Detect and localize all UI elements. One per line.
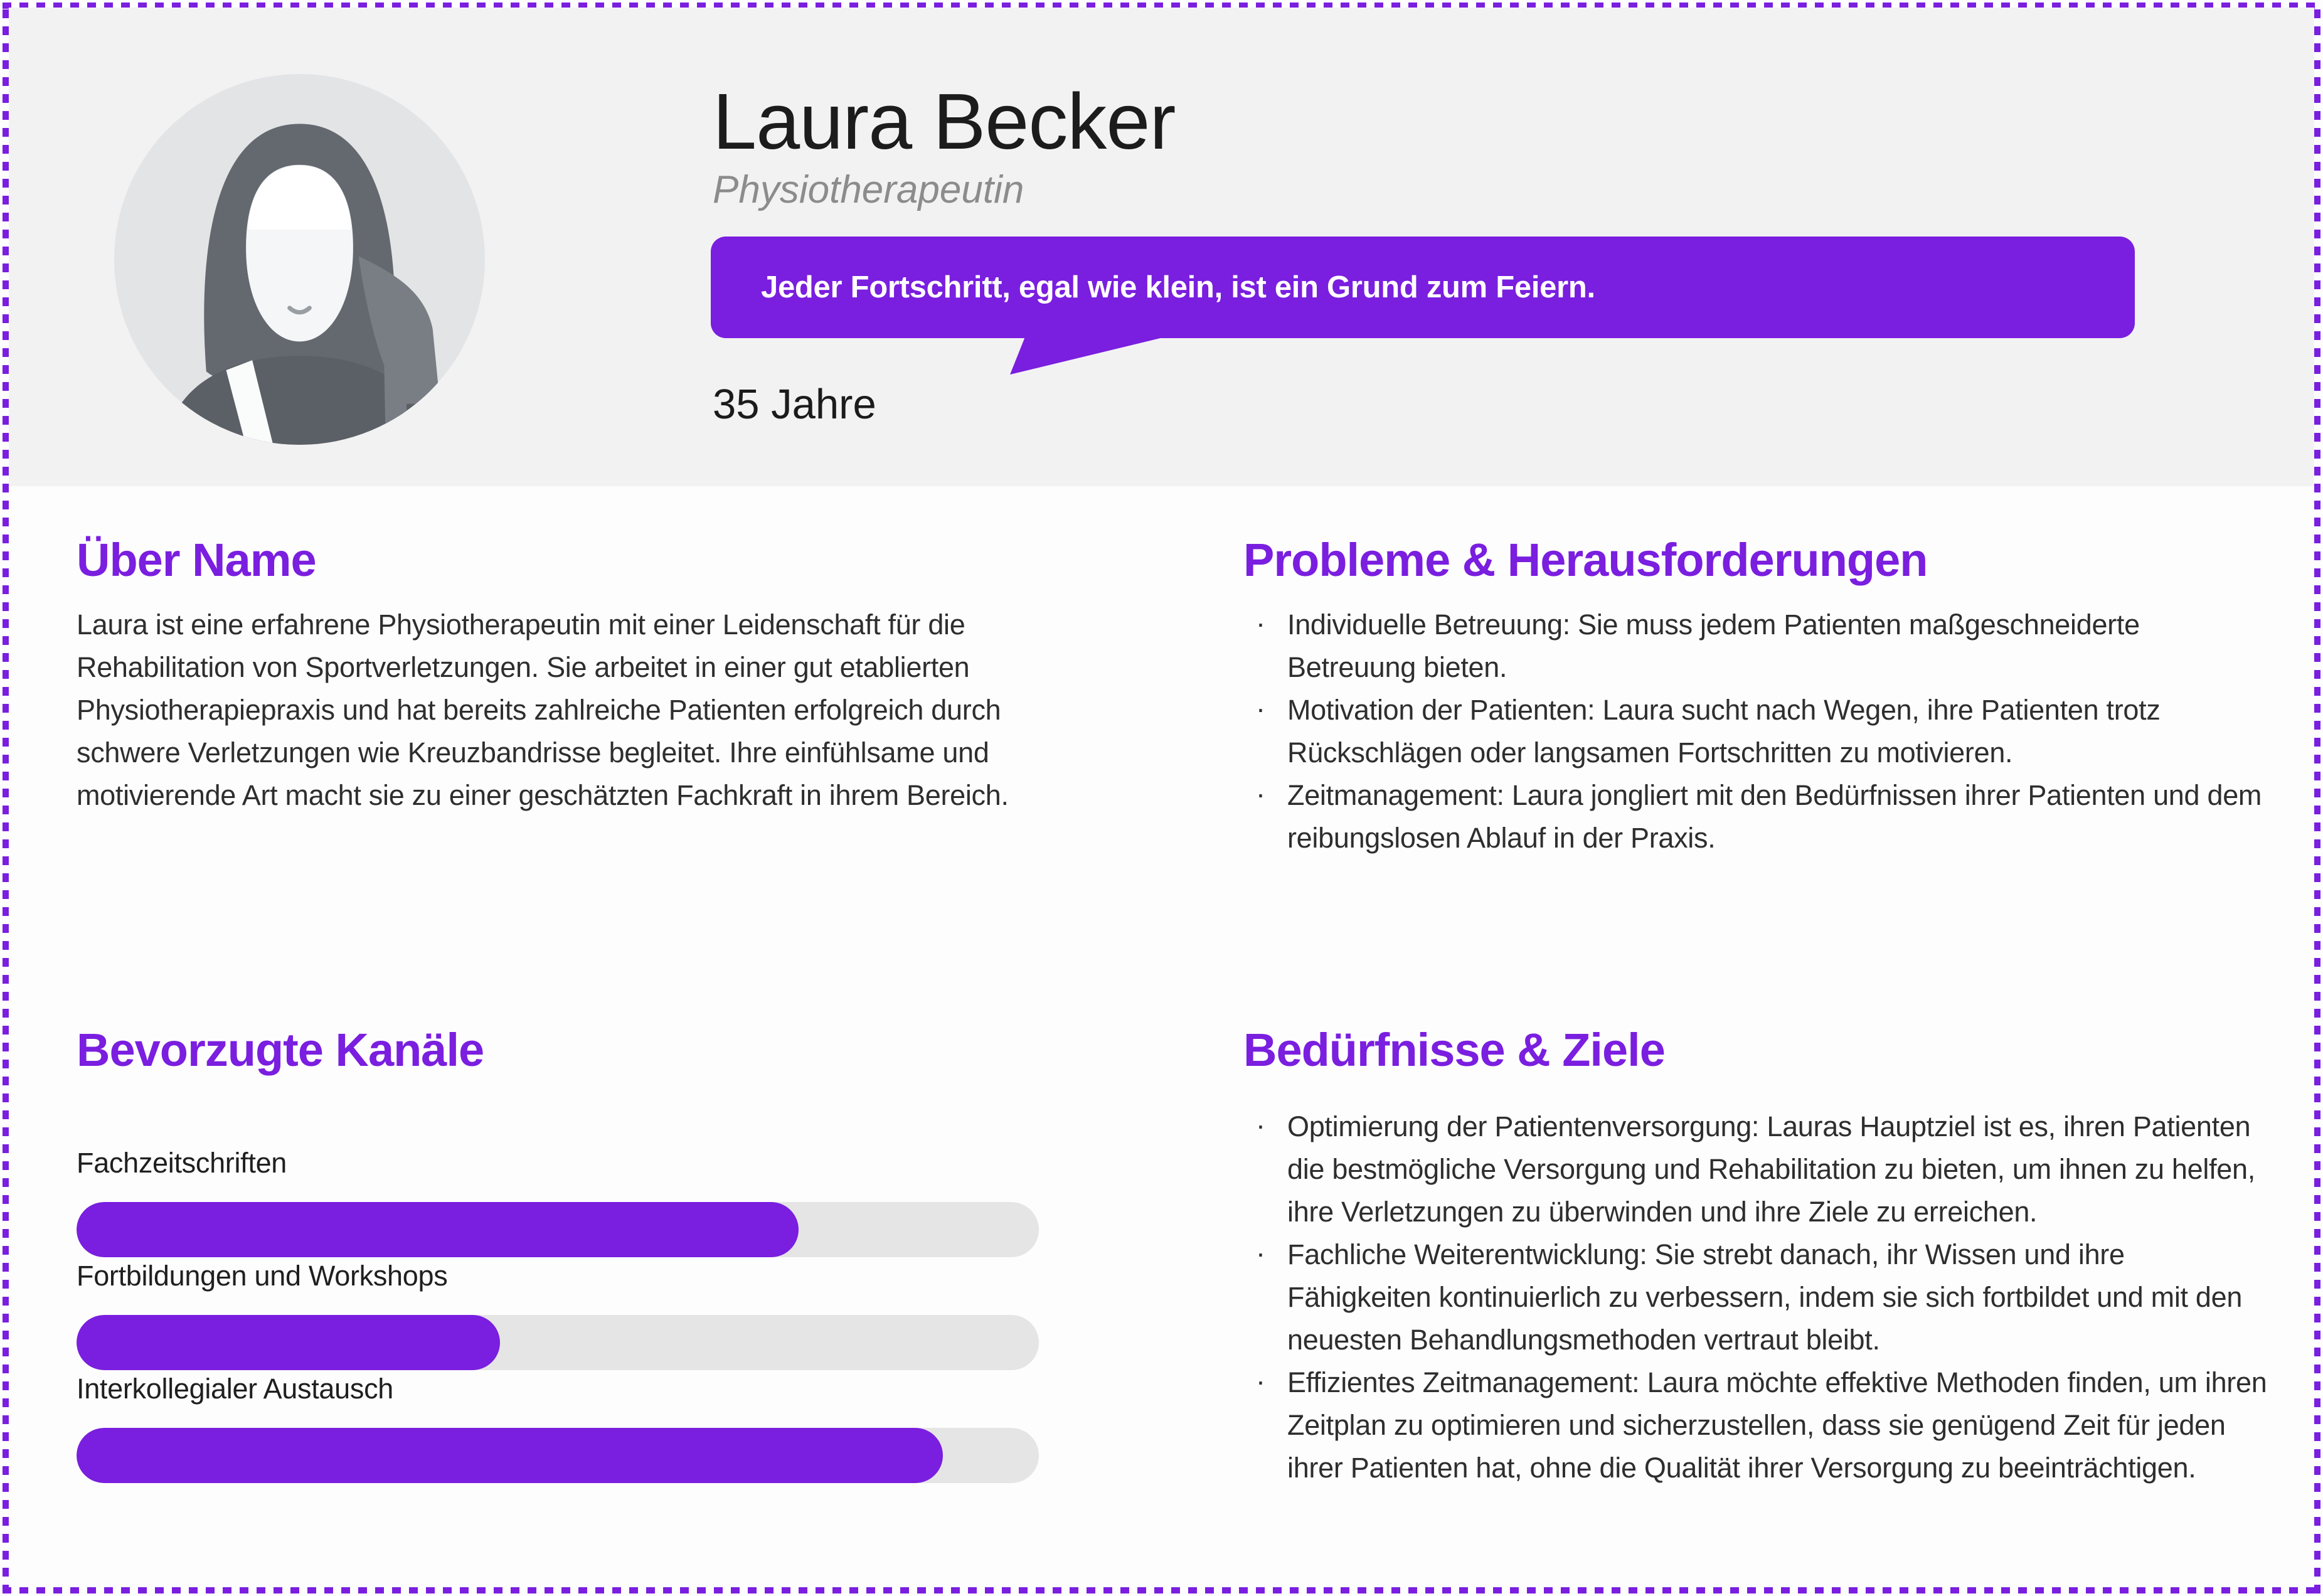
quote-bubble-tail	[997, 337, 1179, 376]
channel-bar-fill	[77, 1202, 799, 1257]
section-title-channels: Bevorzugte Kanäle	[77, 1024, 484, 1076]
goals-item: · Fachliche Weiterentwicklung: Sie strebt danach, ihr Wissen und ihre Fähigkeiten kontinuierlich zu verbessern, indem sie sich fortbildet und mit den neuesten Behandlungsmethoden vertraut bleibt.	[1243, 1233, 2275, 1361]
quote-text: Jeder Fortschritt, egal wie klein, ist ein Grund zum Feiern.	[761, 270, 1595, 304]
dashed-border-right	[2314, 3, 2320, 1593]
goals-item: · Effizientes Zeitmanagement: Laura möchte effektive Methoden finden, um ihren Zeitplan zu optimieren und sicherzustellen, dass sie genügend Zeit für jeden ihrer Patienten hat, ohne die Qualität ihrer Versorgung zu beeinträchtigen.	[1243, 1361, 2275, 1489]
channel-bar-fill	[77, 1315, 500, 1370]
problems-list	[1243, 604, 2275, 859]
about-text: Laura ist eine erfahrene Physiotherapeutin mit einer Leidenschaft für die Rehabilitation von Sportverletzungen. Sie arbeitet in einer gut etablierten Physiotherapiepraxis und hat bereits zahlreiche Patienten erfolgreich durch schwere Verletzungen wie Kreuzbandrisse begleitet. Ihre einfühlsame und motivierende Art macht sie zu einer geschätzten Fachkraft in ihrem Bereich.	[77, 609, 1009, 811]
avatar-illustration	[113, 73, 486, 446]
dashed-border-bottom	[3, 1587, 2320, 1593]
channel-bar-track	[77, 1428, 1039, 1483]
channel-label: Fortbildungen und Workshops	[77, 1260, 448, 1292]
channel-bar-track	[77, 1315, 1039, 1370]
section-title-about: Über Name	[77, 534, 316, 586]
channel-label: Interkollegialer Austausch	[77, 1373, 393, 1405]
section-title-problems: Probleme & Herausforderungen	[1243, 534, 1928, 586]
problems-item: · Zeitmanagement: Laura jongliert mit den Bedürfnissen ihrer Patienten und dem reibungslosen Ablauf in der Praxis.	[1243, 774, 2275, 859]
quote-bubble	[711, 237, 2135, 338]
problems-item: · Motivation der Patienten: Laura sucht nach Wegen, ihre Patienten trotz Rückschlägen oder langsamen Fortschritten zu motivieren.	[1243, 689, 2275, 774]
problems-item: · Individuelle Betreuung: Sie muss jedem Patienten maßgeschneiderte Betreuung bieten.	[1243, 604, 2275, 689]
persona-role: Physiotherapeutin	[713, 168, 1024, 211]
goals-list	[1243, 1105, 2275, 1489]
persona-age: 35 Jahre	[713, 381, 876, 428]
channel-bar-track	[77, 1202, 1039, 1257]
persona-name: Laura Becker	[713, 77, 1176, 166]
channel-bar-fill	[77, 1428, 943, 1483]
section-title-goals: Bedürfnisse & Ziele	[1243, 1024, 1665, 1076]
dashed-border-left	[3, 3, 9, 1593]
channel-label: Fachzeitschriften	[77, 1147, 287, 1179]
goals-item: · Optimierung der Patientenversorgung: Lauras Hauptziel ist es, ihren Patienten die bestmögliche Versorgung und Rehabilitation zu bieten, um ihnen zu helfen, ihre Verletzungen zu überwinden und ihre Ziele zu erreichen.	[1243, 1105, 2275, 1233]
